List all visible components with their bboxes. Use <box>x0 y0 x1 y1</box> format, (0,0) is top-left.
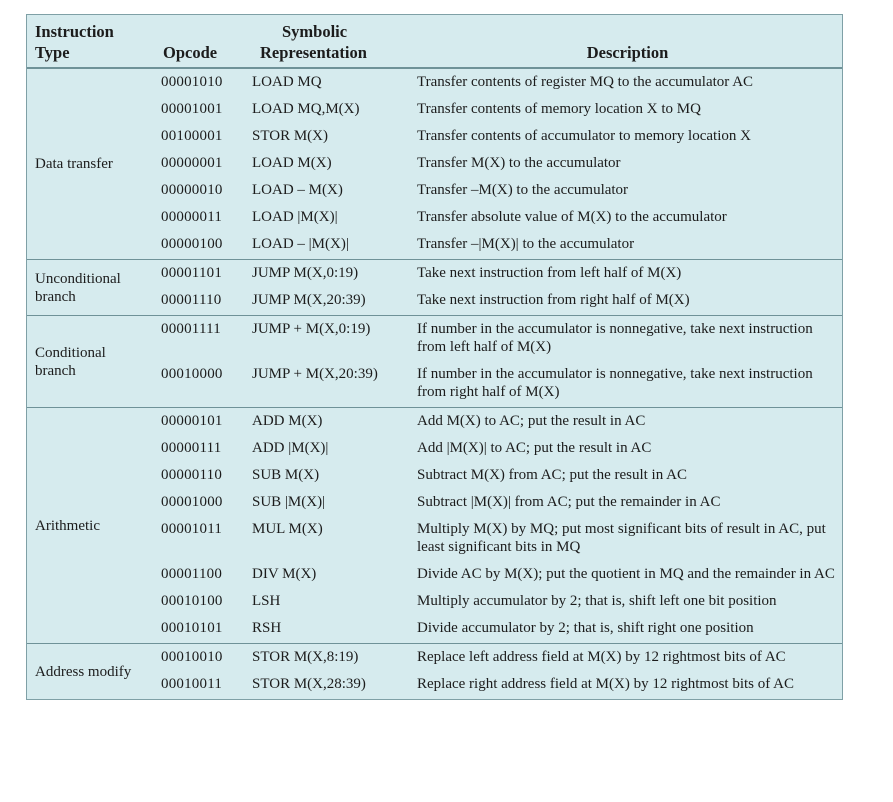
symbolic-cell: LSH <box>252 593 281 609</box>
symbolic-cell: ADD M(X) <box>248 408 413 435</box>
header-symbolic-representation <box>248 15 413 68</box>
description-cell: Transfer contents of accumulator to memory location X <box>417 128 751 144</box>
opcode-cell: 00010011 <box>161 676 223 692</box>
symbolic-cell: JUMP M(X,0:19) <box>248 260 413 287</box>
header-opcode: Opcode <box>163 43 218 62</box>
header-instruction-type: Instruction Type <box>35 22 114 62</box>
opcode-cell: 00001010 <box>161 74 223 90</box>
description-cell: Transfer M(X) to the accumulator <box>417 155 621 171</box>
opcode-cell: 00001100 <box>161 566 223 582</box>
table-row <box>27 260 842 287</box>
table-row <box>27 408 842 435</box>
symbolic-cell: DIV M(X) <box>252 566 317 582</box>
opcode-cell: 00000110 <box>161 467 223 483</box>
opcode-cell: 00000011 <box>161 209 223 225</box>
symbolic-cell: JUMP + M(X,20:39) <box>252 366 378 382</box>
instruction-type-cell: Arithmetic <box>27 408 153 644</box>
opcode-cell: 00010010 <box>153 644 248 671</box>
description-cell: Divide accumulator by 2; that is, shift right one position <box>417 620 754 636</box>
symbolic-cell: LOAD – |M(X)| <box>252 236 349 252</box>
symbolic-cell: MUL M(X) <box>252 521 323 537</box>
opcode-cell: 00000100 <box>161 236 223 252</box>
symbolic-cell: LOAD M(X) <box>252 155 332 171</box>
table-row <box>27 68 842 95</box>
description-cell: Transfer contents of register MQ to the accumulator AC <box>417 74 754 90</box>
symbolic-cell: STOR M(X,8:19) <box>248 644 413 671</box>
instruction-table <box>27 15 842 699</box>
description-cell: Transfer contents of memory location X to MQ <box>417 101 701 117</box>
symbolic-cell: LOAD – M(X) <box>252 182 343 198</box>
instruction-type-cell: Conditional branch <box>27 316 153 408</box>
symbolic-cell: LOAD |M(X)| <box>252 209 338 225</box>
description-cell: If number in the accumulator is nonnegative, take next instruction from left half of M(X) <box>413 316 842 361</box>
opcode-cell: 00001000 <box>161 494 223 510</box>
opcode-cell: 00001111 <box>153 316 248 361</box>
header-description: Description <box>586 43 669 62</box>
header-symbolic-text: Symbolic Representation <box>260 22 367 62</box>
opcode-cell: 00000101 <box>153 408 248 435</box>
description-cell: Replace left address field at M(X) by 12 rightmost bits of AC <box>413 644 842 671</box>
header-row <box>27 15 842 68</box>
instruction-type-cell: Unconditional branch <box>27 260 153 316</box>
opcode-cell: 00001011 <box>161 521 223 537</box>
symbolic-cell: JUMP + M(X,0:19) <box>248 316 413 361</box>
description-cell: Multiply M(X) by MQ; put most significant bits of result in AC, put least significant bits in MQ <box>417 521 826 555</box>
description-cell: Add |M(X)| to AC; put the result in AC <box>417 440 652 456</box>
description-cell: Add M(X) to AC; put the result in AC <box>413 408 842 435</box>
opcode-cell: 00000111 <box>161 440 222 456</box>
description-cell: Subtract M(X) from AC; put the result in AC <box>417 467 687 483</box>
table-body <box>27 68 842 699</box>
description-cell: Multiply accumulator by 2; that is, shift left one bit position <box>417 593 777 609</box>
description-cell: Subtract |M(X)| from AC; put the remainder in AC <box>417 494 721 510</box>
description-cell: Take next instruction from right half of M(X) <box>417 292 690 308</box>
opcode-cell: 00000001 <box>161 155 223 171</box>
symbolic-cell: LOAD MQ <box>252 74 322 90</box>
table-row <box>27 644 842 671</box>
description-cell: Take next instruction from left half of M(X) <box>413 260 842 287</box>
opcode-cell: 00000010 <box>161 182 223 198</box>
description-cell: Transfer –|M(X)| to the accumulator <box>417 236 635 252</box>
opcode-cell: 00010000 <box>161 366 223 382</box>
symbolic-cell: STOR M(X) <box>252 128 328 144</box>
symbolic-cell: SUB M(X) <box>252 467 320 483</box>
symbolic-cell: ADD |M(X)| <box>252 440 329 456</box>
opcode-cell: 00001001 <box>161 101 223 117</box>
instruction-table-container <box>26 14 843 700</box>
description-cell: Divide AC by M(X); put the quotient in MQ and the remainder in AC <box>417 566 835 582</box>
symbolic-cell: STOR M(X,28:39) <box>252 676 366 692</box>
description-cell: Transfer –M(X) to the accumulator <box>417 182 629 198</box>
description-cell: Transfer absolute value of M(X) to the accumulator <box>417 209 727 225</box>
opcode-cell: 00010100 <box>161 593 223 609</box>
opcode-cell: 00001101 <box>153 260 248 287</box>
table-row <box>27 316 842 361</box>
symbolic-cell: LOAD MQ,M(X) <box>252 101 360 117</box>
opcode-cell: 00001110 <box>161 292 222 308</box>
symbolic-cell: SUB |M(X)| <box>252 494 326 510</box>
description-cell: Replace right address field at M(X) by 12 rightmost bits of AC <box>417 676 795 692</box>
symbolic-cell: RSH <box>252 620 282 636</box>
opcode-cell: 00100001 <box>161 128 223 144</box>
instruction-type-cell: Address modify <box>27 644 153 700</box>
symbolic-cell: JUMP M(X,20:39) <box>252 292 366 308</box>
instruction-type-cell: Data transfer <box>35 156 113 172</box>
description-cell: If number in the accumulator is nonnegative, take next instruction from right half of M(X) <box>417 366 813 400</box>
opcode-cell: 00010101 <box>161 620 223 636</box>
